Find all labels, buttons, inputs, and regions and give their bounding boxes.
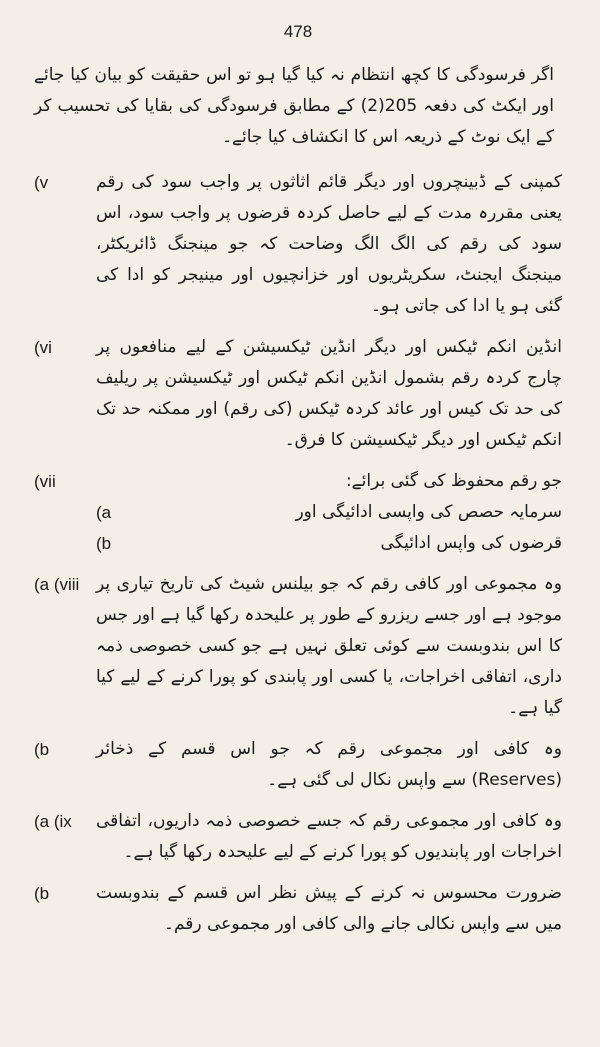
- sub-text: قرضوں کی واپس ادائیگی: [380, 533, 562, 553]
- page-number: 478: [283, 22, 313, 41]
- item-text: انڈین انکم ٹیکس اور دیگر انڈین ٹیکسیشن کے لیے منافعوں پر چارج کردہ رقم بشمول انڈین انکم ٹیکس اور ٹیکسیشن پر ریلیف کی حد تک کیس اور عائد کردہ ٹیکس (کی رقم) اور ممکنہ حد تک انکم ٹیکس اور دیگر ٹیکسیشن کا فرق۔: [96, 337, 562, 450]
- item-marker: (vi: [34, 338, 52, 357]
- list-item-viii-b: [34, 734, 562, 796]
- sub-text: سرمایہ حصص کی واپسی ادائیگی اور: [295, 502, 562, 522]
- item-text: ضرورت محسوس نہ کرنے کے پیش نظر اس قسم کے بندوبست میں سے واپس نکالی جانے والی کافی اور مجموعی رقم۔: [96, 883, 562, 934]
- item-heading: جو رقم محفوظ کی گئی برائے:: [345, 471, 562, 491]
- sub-item-b: [96, 528, 562, 559]
- item-text: وہ کافی اور مجموعی رقم کہ جو اس قسم کے ذخائر (Reserves) سے واپس نکال لی گئی ہے۔: [96, 739, 562, 790]
- item-text: [96, 466, 562, 559]
- item-marker: (a (ix: [34, 812, 72, 831]
- item-marker: (b: [34, 740, 50, 759]
- list-item-v: [34, 167, 562, 322]
- list-item-ix-b: [34, 878, 562, 940]
- list-item-vii: [34, 466, 562, 559]
- sub-item-a: [96, 497, 562, 528]
- item-marker: (vii: [34, 472, 56, 491]
- item-marker: (b: [34, 884, 50, 903]
- item-text: وہ کافی اور مجموعی رقم کہ جسے خصوصی ذمہ داریوں، اتفاقی اخراجات اور پابندیوں کو پورا کرنے کے لیے علیحدہ رکھا گیا ہے۔: [96, 811, 562, 862]
- item-marker: (a (viii: [34, 575, 80, 594]
- item-marker: (v: [34, 173, 49, 192]
- sub-marker: (a: [96, 503, 112, 522]
- list-item-vi: [34, 332, 562, 456]
- item-text: وہ مجموعی اور کافی رقم کہ جو بیلنس شیٹ کی تاریخ تیاری پر موجود ہے اور جسے ریزرو کے طور پر علیحدہ رکھا گیا ہے اور جس کا اس بندوبست سے کوئی تعلق نہیں ہے جو کسی خصوصی ذمہ داری، اتفاقی اخراجات، یا کسی اور پابندی کو پورا کرنے کے لیے کیا گیا ہے۔: [96, 574, 562, 718]
- item-text: کمپنی کے ڈبینچروں اور دیگر قائم اثاثوں پر واجب سود کی رقم یعنی مقررہ مدت کے لیے حاصل کردہ قرضوں پر واجب سود، اس سود کی رقم کی الگ الگ وضاحت کہ جو مینجنگ ڈائریکٹر، مینجنگ ایجنٹ، سکریٹریوں اور خزانچیوں اور مینیجر کو ادا کی گئی ہو یا ادا کی جاتی ہو۔: [96, 172, 562, 316]
- list-item-ix-a: [34, 806, 562, 868]
- sub-marker: (b: [96, 534, 112, 553]
- intro-paragraph: اگر فرسودگی کا کچھ انتظام نہ کیا گیا ہو تو اس حقیقت کو بیان کیا جائے اور ایکٹ کی دفعہ 205(2) کے مطابق فرسودگی کی بقایا کی تحسیب کر کے ایک نوٹ کے ذریعہ اس کا انکشاف کیا جائے۔: [34, 65, 554, 147]
- list-item-viii-a: [34, 569, 562, 724]
